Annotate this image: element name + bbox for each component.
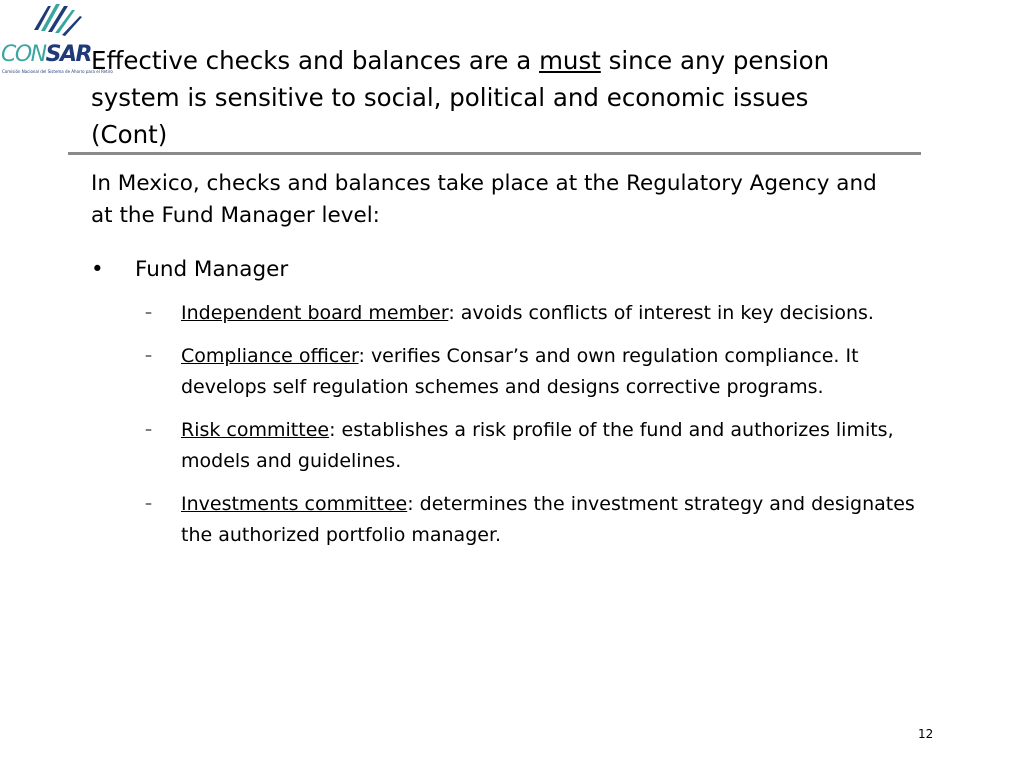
item-term: Independent board member (181, 302, 449, 324)
fund-manager-sublist (145, 298, 925, 563)
list-item-risk-committee (145, 415, 925, 477)
item-description: : establishes a risk profile of the fund and authorizes limits, models and guidelines. (181, 419, 894, 472)
page-number: 12 (918, 727, 934, 741)
title-part-1: Effective checks and balances are a (91, 46, 540, 75)
consar-logo (0, 0, 113, 80)
intro-paragraph: In Mexico, checks and balances take place at the Regulatory Agency and at the Fund Manager level: (91, 171, 877, 228)
logo-subtitle: Comisión Nacional del Sistema de Ahorro para el Retiro (2, 69, 113, 74)
dash-marker: – (145, 305, 152, 321)
item-term: Compliance officer (181, 345, 359, 367)
item-description: : verifies Consar’s and own regulation compliance. It develops self regulation schemes and designs corrective programs. (181, 345, 859, 398)
bullet-marker: • (91, 257, 104, 282)
dash-marker: – (145, 422, 152, 438)
item-description: : determines the investment strategy and designates the authorized portfolio manager. (181, 493, 915, 546)
dash-marker: – (145, 348, 152, 364)
item-description: : avoids conflicts of interest in key decisions. (448, 302, 874, 324)
slide-title (91, 42, 851, 153)
consar-wing-icon (0, 0, 92, 80)
list-item-independent-board-member (145, 298, 925, 329)
dash-marker: – (145, 496, 152, 512)
title-divider (68, 152, 921, 155)
list-item-investments-committee (145, 489, 925, 551)
logo-wordmark: CONSAR (1, 42, 91, 67)
title-emphasis: must (539, 46, 601, 75)
title-part-2: since any pension system is sensitive to social, political and economic issues (Cont) (91, 46, 830, 149)
list-item-compliance-officer (145, 341, 925, 403)
item-term: Investments committee (181, 493, 408, 515)
item-term: Risk committee (181, 419, 330, 441)
bullet-label: Fund Manager (135, 257, 289, 282)
bullet-fund-manager (91, 254, 288, 286)
